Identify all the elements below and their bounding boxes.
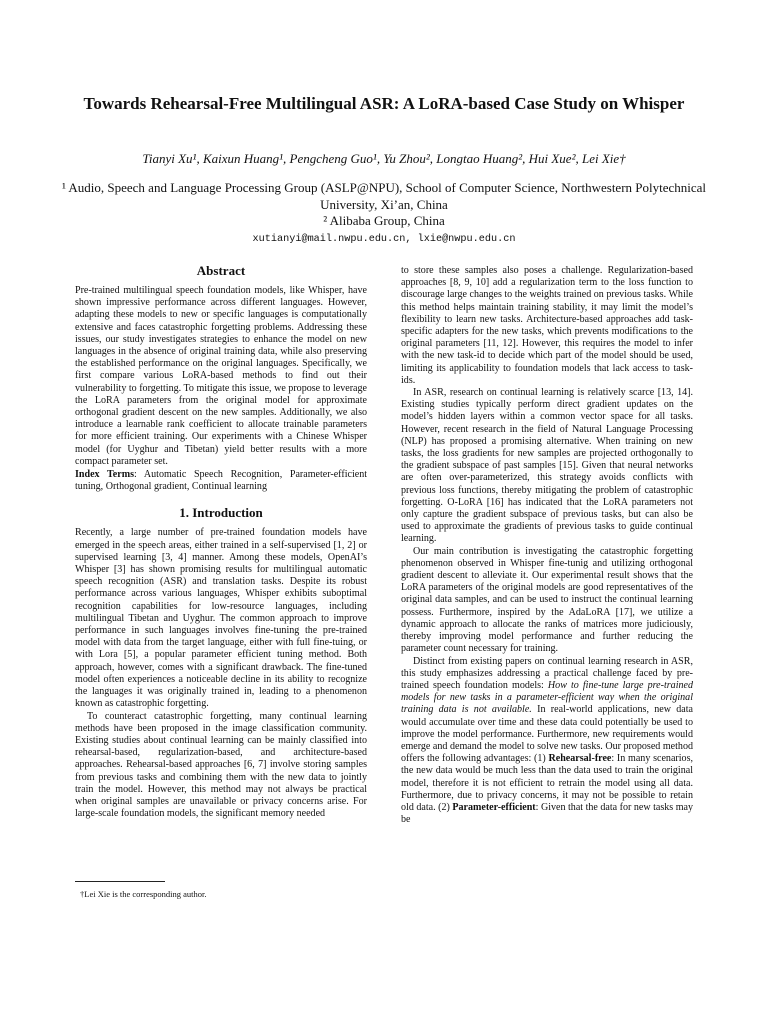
intro-paragraph-2: To counteract catastrophic forgetting, many continual learning methods have been proposed in the image classification community. Existing studies about continual learning can be mainly classified into rehearsal-based, regularization-based, and architecture-based approaches. Rehearsal-based approaches [6, 7] involve storing samples from previous tasks and combining them with the new data to jointly train the model. However, this method may not always be practical when original samples are unavailable or privacy concerns arise. For large-scale foundation models, the significant memory needed	[75, 710, 367, 820]
right-paragraph-4	[401, 656, 693, 827]
abstract-text: Pre-trained multilingual speech foundation models, like Whisper, have shown impressive performance across different languages. However, adapting these models to new or specific languages is computationally extensive and faces catastrophic forgetting problems. Addressing these issues, our study investigates strategies to enhance the model on new languages in the absence of original training data, while also preserving the established performance on the original languages. Specifically, we first compare various LoRA-based methods to find out their vulnerability to forgetting. To mitigate this issue, we propose to leverage the LoRA parameters from the original model for approximate orthogonal gradient descent on the new samples. Additionally, we also introduce a learnable rank coefficient to allocate trainable parameters for more efficient training. Our experiments with a Chinese Whisper model (for Uyghur and Tibetan) yield better results with a more compact parameter set.	[75, 285, 367, 467]
intro-heading: 1. Introduction	[179, 505, 263, 521]
p4-text-b: In real-world applications, new data would accumulate over time and these data could potentially be used to improve the model performance. Furthermore, new requirements would emerge and demand the model to solve new tasks. Our proposed method offers the following advantages: (1)	[401, 704, 693, 765]
right-paragraph-2: In ASR, research on continual learning is relatively scarce [13, 14]. Existing studies typically perform direct gradient updates on the model’s hidden layers within a common vector space for all tasks. However, recent research in the field of Natural Language Processing (NLP) has proposed a promising alternative. When training on new tasks, the loss gradients for new samples are projected orthogonally to the gradient subspace of past samples [15]. Given that neural networks are often over-parameterized, this strategy avoids conflicts with previous loss functions, thereby mitigating the problem of catastrophic forgetting. O-LoRA [16] has indicated that the LoRA parameters not only capture the gradient subspace of previous tasks, but can also be used to approximate the gradients of previous tasks to guide continual learning.	[401, 387, 693, 545]
affiliation-1: ¹ Audio, Speech and Language Processing Group (ASLP@NPU), School of Computer Science, Northwestern Polytechnical University, Xi’an, China	[61, 180, 707, 212]
p4-italic-question: How to fine-tune large pre-trained models for new tasks in a parameter-efficient way when the original training data is not available.	[401, 679, 693, 716]
p4-bold-rehearsal-free: Rehearsal-free	[548, 753, 612, 765]
paper-title: Towards Rehearsal-Free Multilingual ASR: A LoRA-based Case Study on Whisper	[83, 94, 685, 113]
index-terms-text: : Automatic Speech Recognition, Parameter-efficient tuning, Orthogonal gradient, Continual learning	[75, 469, 368, 493]
footnote-divider	[75, 881, 165, 882]
index-terms-label: Index Terms	[75, 469, 135, 481]
right-column	[401, 265, 693, 826]
index-terms	[75, 469, 367, 493]
p4-text-c: : In many scenarios, the new data would be much less than the data used to train the original model, therefore it is not efficient to retrain the model using all data. Furthermore, due to privacy concerns, it may not be possible to retain old data. (2)	[401, 753, 693, 813]
author-emails[interactable]: xutianyi@mail.nwpu.edu.cn, lxie@nwpu.edu.cn	[252, 234, 516, 245]
p4-text-a: Distinct from existing papers on continual learning research in ASR, this study emphasizes addressing a practical challenge faced by pre-trained speech foundation models:	[401, 655, 693, 691]
affiliation-2: ² Alibaba Group, China	[323, 213, 445, 228]
author-list: Tianyi Xu¹, Kaixun Huang¹, Pengcheng Guo¹, Yu Zhou², Longtao Huang², Hui Xue², Lei Xie†	[142, 151, 626, 166]
right-paragraph-1: to store these samples also poses a challenge. Regularization-based approaches [8, 9, 10] add a regularization term to the loss function to discourage large changes to the weights trained on previous tasks. While this method helps maintain training stability, it may limit the model’s flexibility to learn new tasks. Architecture-based approaches add task-specific adapters for the new tasks, which prevents modifications to the original parameters [11, 12]. However, this requires the model to infer with the new task-id to decide which part of the model should be used, limiting its applicability to foundation models that lack access to task-ids.	[401, 265, 693, 386]
p4-text-d: : Given that the data for new tasks may be	[401, 801, 693, 826]
footnote: †Lei Xie is the corresponding author.	[80, 889, 207, 899]
intro-paragraph-1: Recently, a large number of pre-trained foundation models have emerged in the speech areas, either trained in a self-supervised [1, 2] or supervised learning [3, 4] manner. Among these models, OpenAI’s Whisper [3] has shown promising results for multilingual automatic speech recognition (ASR) and translation tasks. Despite its robust performance across various languages, Whisper exhibits suboptimal recognition capabilities for low-resource languages, including multilingual Tibetan and Uyghur. The common approach to improve performance in such languages involves fine-tuning the pre-trained model with data from the target language, either with full fine-tuing, or with Lora [5], a popular parameter efficient tuning method. Both approach, however, comes with a significant drawback. The fine-tuned model often experiences a noticeable decline in its ability to recognize the languages it was originally trained in, leading to a phenomenon known as catastrophic forgetting.	[75, 527, 367, 710]
right-paragraph-3: Our main contribution is investigating the catastrophic forgetting phenomenon observed in Whisper fine-tunig and utilizing orthogonal gradient descent to alleviate it. Our experimental result shows that the LoRA parameters of the original models are good representatives of the original data samples, and can be used to instruct the continual learning possess. Furthermore, inspired by the AdaLoRA [17], we utilize a dynamic approach to allocate the ranks of matrices more judiciously, thereby improving model performance and further reducing the parameter count necessary for training.	[401, 545, 693, 655]
abstract-heading: Abstract	[196, 263, 246, 278]
left-column	[75, 263, 367, 820]
p4-bold-parameter-efficient: Parameter-efficient	[452, 801, 536, 813]
